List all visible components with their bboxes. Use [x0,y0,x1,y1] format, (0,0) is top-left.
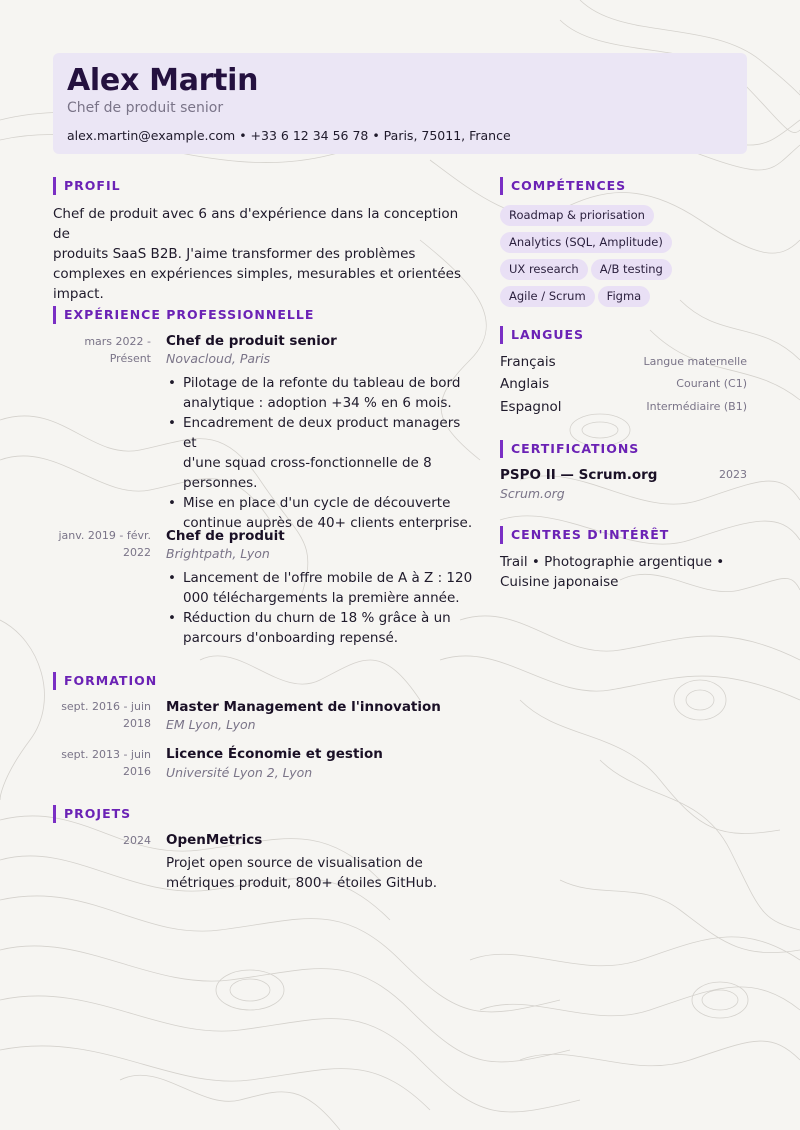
project-date: 2024 [123,834,151,847]
date-line: janv. 2019 - févr. [58,529,151,542]
candidate-role: Chef de produit senior [67,100,224,116]
language-level: Intermédiaire (B1) [646,400,747,413]
bullet-item [166,608,476,648]
date-line: sept. 2013 - juin [61,748,151,761]
section-title-experience: EXPÉRIENCE PROFESSIONNELLE [53,306,314,324]
date-line: 2022 [123,546,151,559]
language-row [500,397,747,419]
interests-text [500,552,747,592]
skills-tags [500,204,747,312]
bullet-line: • Mise en place d'un cycle de découverte [183,495,451,511]
bullet-line: • Réduction du churn de 18 % grâce à un [183,610,451,626]
language-name: Français [500,354,556,370]
project-title: OpenMetrics [166,832,263,848]
bullet-item [166,568,476,608]
experience-date [53,527,151,561]
formation-date [53,698,151,732]
date-line: 2018 [123,717,151,730]
bullet-line: continue auprès de 40+ clients enterprise. [183,515,473,531]
bullet-line: d'une squad cross-fonctionnelle de 8 [183,455,432,471]
profil-text [53,204,473,304]
language-name: Espagnol [500,399,562,415]
experience-date [53,333,151,367]
bullet-line: • Lancement de l'offre mobile de A à Z : 120 [183,570,473,586]
profil-line: impact. [53,286,104,302]
description-line: Projet open source de visualisation de [166,855,423,871]
skill-tag: Agile / Scrum [500,286,595,307]
certification-title: PSPO II — Scrum.org [500,467,658,483]
project-description [166,853,476,893]
bullet-item [166,373,476,413]
bullet-line: • Encadrement de deux product managers et [183,415,461,451]
experience-bullets [166,568,476,648]
language-level: Courant (C1) [676,377,747,390]
header-card [53,53,747,154]
skill-tag: UX research [500,259,588,280]
date-line: mars 2022 - [84,335,151,348]
bullet-line: 000 téléchargements la première année. [183,590,460,606]
section-title-certifications: CERTIFICATIONS [500,440,639,458]
experience-bullets [166,373,476,533]
candidate-name: Alex Martin [67,63,259,98]
interests-line: Cuisine japonaise [500,574,619,590]
skill-tag: Analytics (SQL, Amplitude) [500,232,672,253]
bullet-line: parcours d'onboarding repensé. [183,630,399,646]
date-line: 2016 [123,765,151,778]
language-row [500,352,747,374]
bullet-line: personnes. [183,475,258,491]
section-title-formation: FORMATION [53,672,157,690]
skill-tag: Figma [598,286,651,307]
bullet-line: analytique : adoption +34 % en 6 mois. [183,395,452,411]
skill-tag: Roadmap & priorisation [500,205,654,226]
section-title-interets: CENTRES D'INTÉRÊT [500,526,669,544]
section-title-langues: LANGUES [500,326,584,344]
section-title-profil: PROFIL [53,177,121,195]
formation-school: EM Lyon, Lyon [166,717,256,732]
interests-line: Trail • Photographie argentique • [500,554,725,570]
contact-line: alex.martin@example.com • +33 6 12 34 56 78 • Paris, 75011, France [67,128,511,143]
formation-title: Licence Économie et gestion [166,746,383,762]
date-line: Présent [109,352,151,365]
profil-line: produits SaaS B2B. J'aime transformer des problèmes [53,246,416,262]
certification-year: 2023 [719,468,747,481]
language-row [500,374,747,396]
formation-school: Université Lyon 2, Lyon [166,765,313,780]
date-line: sept. 2016 - juin [61,700,151,713]
section-title-projets: PROJETS [53,805,131,823]
certification-issuer: Scrum.org [500,486,565,501]
section-title-competences: COMPÉTENCES [500,177,626,195]
profil-line: Chef de produit avec 6 ans d'expérience dans la conception de [53,206,459,242]
language-name: Anglais [500,376,550,392]
formation-date [53,746,151,780]
experience-company: Brightpath, Lyon [166,546,270,561]
experience-title: Chef de produit [166,528,285,544]
bullet-item [166,413,476,493]
experience-company: Novacloud, Paris [166,351,271,366]
bullet-line: • Pilotage de la refonte du tableau de bord [183,375,461,391]
profil-line: complexes en expériences simples, mesurables et orientées [53,266,461,282]
formation-title: Master Management de l'innovation [166,699,441,715]
skill-tag: A/B testing [591,259,672,280]
language-level: Langue maternelle [643,355,747,368]
experience-title: Chef de produit senior [166,333,337,349]
description-line: métriques produit, 800+ étoiles GitHub. [166,875,438,891]
